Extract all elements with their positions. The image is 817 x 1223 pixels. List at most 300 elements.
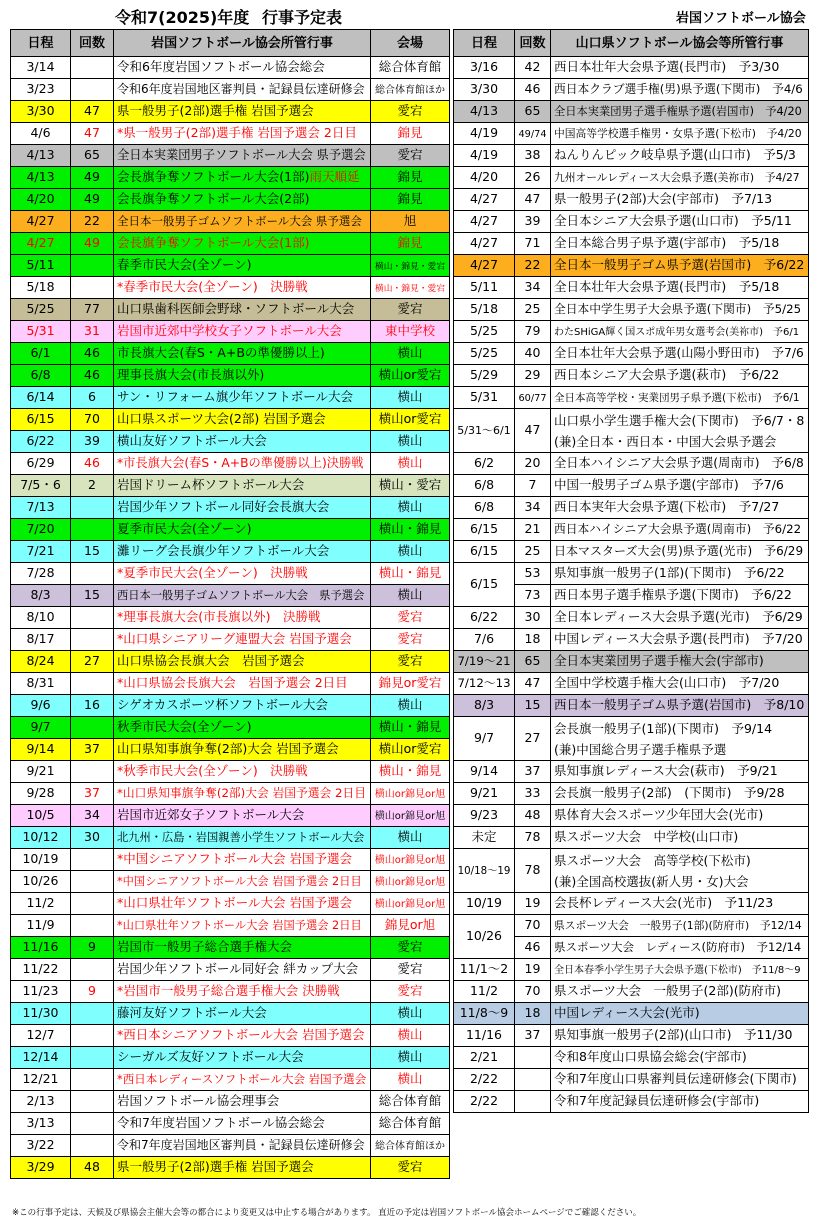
count-cell (515, 365, 551, 387)
venue-cell (371, 189, 450, 211)
date-cell (11, 233, 71, 255)
title-year: 令和7(2025)年度 (115, 8, 250, 27)
left-row (11, 1113, 450, 1135)
date-cell (11, 805, 71, 827)
venue-cell (371, 915, 450, 937)
event-cell (551, 607, 809, 629)
right-row (454, 717, 809, 761)
count-cell (515, 409, 551, 453)
event-text: 西日本一般男子ゴム県予選(岩国市) 予8/10 (554, 697, 805, 713)
yamaguchi-schedule-table (453, 29, 809, 1113)
event-cell (114, 1025, 371, 1047)
count-cell (71, 1113, 114, 1135)
count-cell (71, 365, 114, 387)
left-row (11, 585, 450, 607)
event-text: 中国一般男子ゴム県予選(宇部市) 予7/6 (554, 477, 784, 493)
left-row (11, 981, 450, 1003)
venue-cell (371, 79, 450, 101)
event-cell (551, 849, 809, 893)
event-cell (114, 321, 371, 343)
venue-text: 横山or錦見or旭 (374, 855, 446, 866)
date-text: 9/14 (469, 763, 499, 779)
count-cell (515, 651, 551, 673)
event-text: 県知事旗レディース大会(萩市) 予9/21 (554, 763, 778, 779)
count-text: 33 (524, 785, 541, 801)
right-row (454, 1047, 809, 1069)
count-cell (71, 519, 114, 541)
count-cell (515, 563, 551, 585)
date-cell (454, 959, 515, 981)
venue-text: 横山・錦見・愛宕 (375, 262, 445, 273)
date-cell (11, 871, 71, 893)
right-row (454, 981, 809, 1003)
date-cell (11, 189, 71, 211)
title-label: 行事予定表 (262, 8, 343, 27)
event-cell (114, 57, 371, 79)
date-cell (11, 981, 71, 1003)
count-text: 2 (88, 477, 96, 493)
event-cell (114, 981, 371, 1003)
count-cell (71, 563, 114, 585)
venue-cell (371, 585, 450, 607)
right-row (454, 321, 809, 343)
count-cell (515, 541, 551, 563)
venue-text: 横山 (397, 433, 423, 449)
date-text: 11/23 (22, 983, 59, 999)
date-cell (11, 827, 71, 849)
count-cell (515, 57, 551, 79)
date-text: 2/13 (26, 1093, 55, 1109)
event-text: 全日本壮年大会県予選(山陽小野田市) 予7/6 (554, 346, 804, 361)
count-cell (515, 959, 551, 981)
event-cell (551, 1069, 809, 1091)
event-text: シーガルズ友好ソフトボール大会 (117, 1049, 304, 1065)
event-cell (114, 827, 371, 849)
event-text: 全日本高等学校・実業団男子県予選(下松市) 予6/1 (554, 392, 800, 405)
count-text: 53 (524, 565, 541, 581)
count-text: 25 (524, 301, 541, 317)
date-cell (11, 57, 71, 79)
event-text: 令和7年度山口県審判員伝達研修会(下関市) (554, 1071, 797, 1087)
left-row (11, 1135, 450, 1157)
date-cell (11, 475, 71, 497)
date-cell (11, 695, 71, 717)
event-text: 西日本シニア大会県予選(萩市) 予6/22 (554, 367, 780, 383)
left-row (11, 1003, 450, 1025)
count-cell (71, 673, 114, 695)
event-cell (114, 629, 371, 651)
date-cell (11, 1069, 71, 1091)
date-cell (454, 827, 515, 849)
event-text: 会長旗争奪ソフトボール大会(1部) (117, 235, 310, 251)
count-text: 60/77 (518, 393, 547, 405)
left-row (11, 101, 450, 123)
left-row (11, 541, 450, 563)
count-cell (71, 321, 114, 343)
venue-cell (371, 1135, 450, 1157)
event-text: (兼)全国高校選抜(新人男・女)大会 (554, 873, 749, 889)
venue-text: 愛宕 (397, 1159, 423, 1175)
right-row (454, 255, 809, 277)
event-text: *山口県壮年ソフトボール大会 岩国予選会 (117, 895, 352, 911)
date-text: 5/18 (469, 301, 499, 317)
count-text: 65 (84, 147, 100, 163)
event-cell (114, 387, 371, 409)
event-text: 中国レディース大会県予選(長門市) 予7/20 (554, 631, 803, 647)
count-cell (515, 827, 551, 849)
count-text: 42 (524, 59, 541, 75)
event-text: 県一般男子(2部)大会(宇部市) 予7/13 (554, 191, 773, 207)
count-cell (515, 937, 551, 959)
event-text: 全日本実業団男子選手権県予選(岩国市) 予4/20 (554, 105, 802, 119)
date-text: 未定 (471, 829, 497, 845)
venue-text: 愛宕 (397, 631, 423, 647)
venue-cell (371, 57, 450, 79)
date-cell (11, 409, 71, 431)
date-cell (11, 365, 71, 387)
event-text: *西日本シニアソフトボール大会 岩国予選会 (117, 1027, 365, 1043)
right-row (454, 101, 809, 123)
left-row (11, 255, 450, 277)
date-cell (454, 563, 515, 607)
event-text: 山口県協会長旗大会 岩国予選会 (117, 653, 305, 669)
date-text: 8/17 (26, 631, 55, 647)
date-text: 4/27 (469, 213, 499, 229)
right-row (454, 299, 809, 321)
event-text: サン・リフォーム旗少年ソフトボール大会 (117, 389, 354, 405)
date-text: 6/8 (473, 499, 495, 515)
date-text: 12/21 (22, 1071, 59, 1087)
event-text: *山口県シニアリーグ連盟大会 岩国予選会 (117, 631, 352, 647)
date-text: 3/30 (469, 81, 499, 97)
count-cell (71, 1025, 114, 1047)
date-cell (454, 189, 515, 211)
count-text: 48 (524, 807, 541, 823)
date-text: 4/13 (26, 147, 55, 163)
event-text: (兼)全日本・西日本・中国大会県予選会 (554, 433, 777, 449)
date-cell (11, 563, 71, 585)
venue-text: 横山or錦見or旭 (374, 899, 446, 910)
event-cell (114, 651, 371, 673)
left-row (11, 629, 450, 651)
event-cell (551, 211, 809, 233)
left-row (11, 717, 450, 739)
date-cell (454, 1069, 515, 1091)
event-text: *山口県協会長旗大会 岩国予選会 2日目 (117, 675, 348, 691)
event-text: 会長旗一般男子(2部) (下関市) 予9/28 (554, 785, 785, 801)
venue-cell (371, 695, 450, 717)
right-row (454, 475, 809, 497)
count-header (515, 30, 551, 57)
count-cell (71, 431, 114, 453)
date-cell (11, 541, 71, 563)
count-text: 48 (84, 1159, 100, 1175)
venue-cell (371, 277, 450, 299)
event-line (554, 718, 805, 739)
venue-text: 横山 (397, 829, 423, 845)
date-cell (454, 849, 515, 893)
date-text: 9/21 (26, 763, 55, 779)
venue-text: 横山・錦見・愛宕 (375, 284, 445, 295)
date-cell (454, 145, 515, 167)
event-text: 北九州・広島・岩国親善小学生ソフトボール大会 (117, 831, 365, 845)
count-cell (515, 211, 551, 233)
event-text: 西日本男子選手権県予選(下関市) 予6/22 (554, 587, 792, 603)
date-text: 5/25 (469, 345, 499, 361)
count-cell (71, 915, 114, 937)
count-text: 39 (84, 433, 100, 449)
count-cell (515, 1003, 551, 1025)
venue-text: 横山or錦見or旭 (374, 789, 446, 800)
count-cell (71, 783, 114, 805)
date-header (11, 30, 71, 57)
venue-cell (371, 673, 450, 695)
count-cell (515, 805, 551, 827)
date-text: 4/27 (26, 213, 55, 229)
date-cell (11, 255, 71, 277)
event-cell (551, 189, 809, 211)
event-cell (551, 365, 809, 387)
event-text: 全日本総合男子県予選(宇部市) 予5/18 (554, 235, 780, 251)
venue-cell (371, 167, 450, 189)
count-cell (515, 915, 551, 937)
right-row (454, 563, 809, 585)
event-cell (114, 1135, 371, 1157)
event-text: 日本マスターズ大会(男)県予選(光市) 予6/29 (554, 544, 804, 559)
count-cell (71, 299, 114, 321)
date-text: 4/19 (469, 125, 499, 141)
venue-text: 総合体育館 (378, 59, 442, 75)
left-row (11, 849, 450, 871)
count-cell (515, 585, 551, 607)
date-text: 4/13 (469, 103, 499, 119)
date-cell (454, 783, 515, 805)
date-cell (11, 1113, 71, 1135)
event-cell (114, 541, 371, 563)
count-text: 39 (524, 213, 541, 229)
venue-cell (371, 651, 450, 673)
count-text: 37 (84, 785, 100, 801)
venue-text: 愛宕 (397, 983, 423, 999)
iwakuni-schedule-table (10, 29, 450, 1179)
count-text: 34 (84, 807, 100, 823)
date-text: 7/6 (473, 631, 495, 647)
date-text: 5/25 (26, 301, 55, 317)
count-text: 70 (524, 917, 541, 933)
date-cell (454, 233, 515, 255)
event-cell (114, 695, 371, 717)
count-cell (515, 1069, 551, 1091)
date-text: 6/15 (469, 521, 499, 537)
right-row (454, 189, 809, 211)
date-cell (454, 981, 515, 1003)
date-text: 6/29 (26, 455, 55, 471)
right-row (454, 123, 809, 145)
venue-cell (371, 1047, 450, 1069)
count-text: 21 (524, 521, 541, 537)
event-cell (551, 1025, 809, 1047)
date-header-text: 日程 (27, 35, 54, 51)
event-text: わたSHiGA輝く国スポ成年男女選考会(美祢市) 予6/1 (554, 327, 800, 338)
venue-text: 横山・錦見 (378, 565, 442, 581)
event-cell (551, 981, 809, 1003)
count-cell (515, 79, 551, 101)
event-cell (551, 915, 809, 937)
date-text: 5/18 (26, 279, 55, 295)
count-cell (515, 519, 551, 541)
right-row (454, 893, 809, 915)
date-text: 9/21 (469, 785, 499, 801)
date-cell (454, 651, 515, 673)
event-cell (551, 343, 809, 365)
count-text: 47 (524, 191, 541, 207)
count-cell (71, 255, 114, 277)
venue-cell (371, 1003, 450, 1025)
event-cell (551, 409, 809, 453)
event-cell (551, 321, 809, 343)
event-text: 全日本一般男子ゴム県予選(岩国市) 予6/22 (554, 257, 805, 273)
event-cell (114, 475, 371, 497)
count-text: 46 (524, 81, 541, 97)
event-text: 山口県歯科医師会野球・ソフトボール大会 (117, 301, 355, 317)
left-row (11, 915, 450, 937)
event-text: *夏季市民大会(全ゾーン) 決勝戦 (117, 565, 308, 581)
event-text: 全日本中学生男子大会県予選(下関市) 予5/25 (554, 302, 802, 317)
count-cell (515, 387, 551, 409)
date-cell (11, 211, 71, 233)
count-text: 70 (524, 983, 541, 999)
date-text: 10/5 (26, 807, 55, 823)
count-text: 46 (84, 345, 100, 361)
event-cell (114, 343, 371, 365)
date-text: 9/7 (473, 730, 495, 746)
event-text: 西日本実年大会県予選(下松市) 予7/27 (554, 499, 780, 515)
count-text: 9 (88, 983, 96, 999)
date-cell (11, 585, 71, 607)
count-text: 47 (84, 125, 100, 141)
count-text: 16 (84, 697, 100, 713)
event-text: 九州オールレディース大会県予選(美祢市) 予4/27 (554, 171, 800, 185)
date-text: 6/15 (26, 411, 55, 427)
date-text: 8/3 (30, 587, 51, 603)
date-cell (11, 167, 71, 189)
left-row (11, 453, 450, 475)
count-text: 22 (84, 213, 100, 229)
date-text: 3/29 (26, 1159, 55, 1175)
date-cell (11, 431, 71, 453)
date-text: 9/28 (26, 785, 55, 801)
date-text: 10/12 (22, 829, 59, 845)
venue-cell (371, 739, 450, 761)
event-text: 灘リーグ会長旗少年ソフトボール大会 (117, 543, 330, 559)
venue-cell (371, 475, 450, 497)
right-row (454, 761, 809, 783)
event-text: 山口県小学生選手権大会(下関市) 予6/7・8 (554, 412, 805, 428)
venue-cell (371, 893, 450, 915)
count-text: 15 (524, 697, 541, 713)
event-cell (551, 101, 809, 123)
date-cell (454, 519, 515, 541)
date-cell (11, 937, 71, 959)
venue-cell (371, 761, 450, 783)
count-cell (71, 695, 114, 717)
count-cell (71, 497, 114, 519)
event-cell (114, 739, 371, 761)
date-text: 5/31～6/1 (457, 424, 511, 438)
event-cell (551, 519, 809, 541)
venue-cell (371, 211, 450, 233)
right-row (454, 1025, 809, 1047)
venue-text: 横山・錦見 (378, 521, 442, 537)
date-text: 4/27 (469, 257, 499, 273)
event-text: 山口県スポーツ大会(2部) 岩国予選会 (117, 411, 326, 427)
left-row (11, 805, 450, 827)
event-text: 岩国少年ソフトボール同好会長旗大会 (117, 499, 330, 515)
event-text: 会長旗争奪ソフトボール大会(2部) (117, 191, 310, 207)
event-text: 令和6年度岩国ソフトボール協会総会 (117, 59, 325, 75)
right-row (454, 145, 809, 167)
date-cell (11, 849, 71, 871)
date-cell (11, 783, 71, 805)
venue-cell (371, 717, 450, 739)
count-cell (71, 739, 114, 761)
date-text: 9/14 (26, 741, 55, 757)
count-text: 77 (84, 301, 100, 317)
count-cell (71, 233, 114, 255)
event-text: 県スポーツ大会 中学校(山口市) (554, 829, 739, 845)
venue-text: 横山・愛宕 (378, 477, 442, 493)
event-text: *山口県知事旗争奪(2部)大会 岩国予選会 2日目 (117, 786, 366, 801)
right-row (454, 1091, 809, 1113)
event-text: 岩国ソフトボール協会理事会 (117, 1093, 280, 1109)
event-cell (551, 959, 809, 981)
event-text: *理事長旗大会(市長旗以外) 決勝戦 (117, 609, 321, 625)
event-text: 令和6年度岩国地区審判員・記録員伝達研修会 (117, 82, 365, 97)
event-cell (551, 255, 809, 277)
count-cell (515, 145, 551, 167)
right-row (454, 365, 809, 387)
venue-cell (371, 541, 450, 563)
event-text-group (117, 171, 359, 184)
date-text: 4/27 (469, 191, 499, 207)
left-row (11, 211, 450, 233)
venue-text: 総合体育館ほか (375, 1141, 445, 1152)
event-text: 中国高等学校選手権男・女県予選(下松市) 予4/20 (554, 127, 802, 141)
count-header-text: 回数 (519, 35, 546, 51)
venue-cell (371, 1113, 450, 1135)
venue-cell (371, 299, 450, 321)
count-cell (71, 585, 114, 607)
event-header-text: 岩国ソフトボール協会所管行事 (151, 35, 333, 51)
left-row (11, 431, 450, 453)
event-text: 山口県知事旗争奪(2部)大会 岩国予選会 (117, 741, 339, 757)
event-cell (114, 211, 371, 233)
venue-cell (371, 321, 450, 343)
count-cell (515, 453, 551, 475)
date-cell (454, 541, 515, 563)
date-cell (454, 365, 515, 387)
date-cell (454, 255, 515, 277)
date-text: 11/1～2 (459, 961, 509, 977)
venue-header-text: 会場 (396, 35, 423, 51)
right-row (454, 673, 809, 695)
event-cell (114, 233, 371, 255)
event-cell (114, 871, 371, 893)
event-text: 全日本実業団男子ソフトボール大会 県予選会 (117, 148, 366, 163)
count-cell (515, 717, 551, 761)
count-text: 15 (84, 587, 100, 603)
left-row (11, 783, 450, 805)
